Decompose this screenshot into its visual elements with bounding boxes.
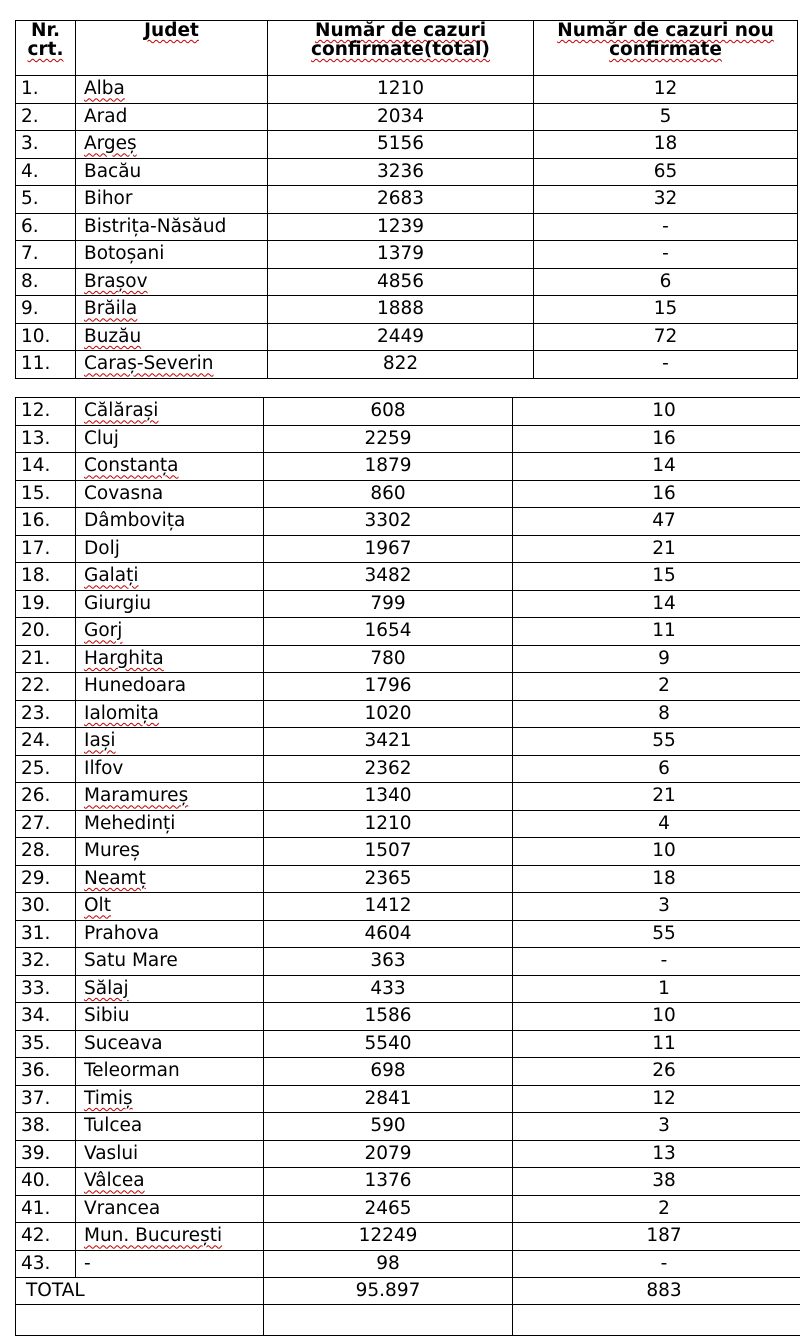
new-confirmed-cell: 3 <box>513 893 800 921</box>
county-name <box>76 1085 264 1113</box>
new-confirmed-cell: 26 <box>513 1058 800 1086</box>
new-confirmed-cell: 10 <box>513 838 800 866</box>
total-confirmed-cell: 1210 <box>268 76 534 104</box>
county-name <box>76 1223 264 1251</box>
county-name: Covasna <box>76 480 264 508</box>
table-row <box>16 783 800 811</box>
total-confirmed-cell: 1412 <box>264 893 513 921</box>
total-confirmed-cell: 433 <box>264 975 513 1003</box>
total-confirmed-cell: 4856 <box>268 268 534 296</box>
row-number: 31. <box>16 920 76 948</box>
row-number: 1. <box>16 76 76 104</box>
county-name <box>76 563 264 591</box>
row-number: 35. <box>16 1030 76 1058</box>
row-number: 37. <box>16 1085 76 1113</box>
county-name: Bacău <box>76 158 268 186</box>
total-confirmed-cell: 1020 <box>264 700 513 728</box>
spacer-cell <box>513 1305 800 1336</box>
row-number: 26. <box>16 783 76 811</box>
table-row <box>16 131 798 159</box>
row-number: 24. <box>16 728 76 756</box>
row-number: 25. <box>16 755 76 783</box>
table-row <box>16 700 800 728</box>
county-name: Mehedinți <box>76 810 264 838</box>
county-name: Dâmbovița <box>76 508 264 536</box>
county-name-text: Timiș <box>84 1088 133 1109</box>
new-confirmed-cell: 2 <box>513 1195 800 1223</box>
table-row <box>16 268 798 296</box>
new-confirmed-cell: 55 <box>513 728 800 756</box>
county-name-text: Gorj <box>84 620 122 641</box>
total-confirmed-cell: 822 <box>268 351 534 379</box>
total-row <box>16 1278 800 1305</box>
county-name <box>76 296 268 324</box>
county-name: Botoșani <box>76 241 268 269</box>
county-name-text: Alba <box>84 78 125 99</box>
table-row <box>16 480 800 508</box>
county-name <box>76 975 264 1003</box>
county-name <box>76 398 264 426</box>
new-confirmed-cell: 10 <box>513 1003 800 1031</box>
row-number: 40. <box>16 1168 76 1196</box>
total-confirmed-cell: 3482 <box>264 563 513 591</box>
total-confirmed-cell: 3302 <box>264 508 513 536</box>
row-number: 2. <box>16 103 76 131</box>
row-number: 27. <box>16 810 76 838</box>
table-row <box>16 508 800 536</box>
covid-cases-table-part-2 <box>15 397 800 1336</box>
table-row <box>16 1250 800 1278</box>
county-name <box>76 351 268 379</box>
row-number: 19. <box>16 590 76 618</box>
new-confirmed-cell: 6 <box>534 268 798 296</box>
total-confirmed-cell: 608 <box>264 398 513 426</box>
row-number: 34. <box>16 1003 76 1031</box>
table-row <box>16 296 798 324</box>
new-confirmed-cell: 6 <box>513 755 800 783</box>
new-confirmed-cell: - <box>513 948 800 976</box>
table-row <box>16 213 798 241</box>
total-confirmed-cell: 780 <box>264 645 513 673</box>
total-confirmed-cell: 3421 <box>264 728 513 756</box>
row-number: 6. <box>16 213 76 241</box>
row-number: 4. <box>16 158 76 186</box>
county-name-text: Olt <box>84 895 111 916</box>
new-confirmed-cell: 187 <box>513 1223 800 1251</box>
county-name-text: Mun. București <box>84 1225 222 1246</box>
total-confirmed-cell: 98 <box>264 1250 513 1278</box>
table-row <box>16 186 798 214</box>
new-confirmed-cell: 12 <box>513 1085 800 1113</box>
table-row <box>16 103 798 131</box>
table-row <box>16 453 800 481</box>
county-name <box>76 453 264 481</box>
table-row <box>16 76 798 104</box>
header-new-confirmed: Număr de cazuri nou confirmate <box>534 21 798 76</box>
new-confirmed-cell: 32 <box>534 186 798 214</box>
table-row <box>16 975 800 1003</box>
new-confirmed-cell: 1 <box>513 975 800 1003</box>
county-name: Teleorman <box>76 1058 264 1086</box>
county-name: Bihor <box>76 186 268 214</box>
table-row <box>16 351 798 379</box>
total-confirmed-cell: 1507 <box>264 838 513 866</box>
spacer-cell <box>264 1305 513 1336</box>
header-judet: Judet <box>76 21 268 76</box>
row-number: 33. <box>16 975 76 1003</box>
total-confirmed-cell: 799 <box>264 590 513 618</box>
total-confirmed-cell: 2362 <box>264 755 513 783</box>
row-number: 3. <box>16 131 76 159</box>
new-confirmed-cell: - <box>513 1250 800 1278</box>
table-row <box>16 728 800 756</box>
total-confirmed-cell: 2683 <box>268 186 534 214</box>
header-total-confirmed: Număr de cazuri confirmate(total) <box>268 21 534 76</box>
row-number: 30. <box>16 893 76 921</box>
row-number: 20. <box>16 618 76 646</box>
total-confirmed-cell: 1654 <box>264 618 513 646</box>
county-name <box>76 268 268 296</box>
county-name <box>76 865 264 893</box>
total-confirmed-cell: 698 <box>264 1058 513 1086</box>
county-name: Arad <box>76 103 268 131</box>
county-name-text: Harghita <box>84 648 164 669</box>
row-number: 39. <box>16 1140 76 1168</box>
table-row <box>16 645 800 673</box>
table-row <box>16 535 800 563</box>
total-confirmed-cell: 1888 <box>268 296 534 324</box>
new-confirmed-cell: 8 <box>513 700 800 728</box>
row-number: 36. <box>16 1058 76 1086</box>
row-number: 43. <box>16 1250 76 1278</box>
county-name <box>76 700 264 728</box>
total-confirmed-cell: 363 <box>264 948 513 976</box>
row-number: 18. <box>16 563 76 591</box>
new-confirmed-cell: 5 <box>534 103 798 131</box>
new-confirmed-cell: 2 <box>513 673 800 701</box>
table-row <box>16 1113 800 1141</box>
county-name: - <box>76 1250 264 1278</box>
county-name-text: Ialomița <box>84 703 159 724</box>
county-name: Dolj <box>76 535 264 563</box>
table-row <box>16 241 798 269</box>
row-number: 22. <box>16 673 76 701</box>
total-confirmed-cell: 2079 <box>264 1140 513 1168</box>
county-name <box>76 893 264 921</box>
total-confirmed-cell: 12249 <box>264 1223 513 1251</box>
row-number: 5. <box>16 186 76 214</box>
new-confirmed-cell: 3 <box>513 1113 800 1141</box>
total-confirmed-cell: 2449 <box>268 323 534 351</box>
total-confirmed-cell: 5156 <box>268 131 534 159</box>
table-row <box>16 1168 800 1196</box>
total-confirmed-cell: 2365 <box>264 865 513 893</box>
table-row <box>16 158 798 186</box>
row-number: 9. <box>16 296 76 324</box>
new-confirmed-cell: 4 <box>513 810 800 838</box>
new-confirmed-cell: 14 <box>513 453 800 481</box>
total-confirmed-cell: 1340 <box>264 783 513 811</box>
county-name-text: Vâlcea <box>84 1170 145 1191</box>
total-confirmed-cell: 1879 <box>264 453 513 481</box>
total-confirmed-cell: 1967 <box>264 535 513 563</box>
new-confirmed-cell: 16 <box>513 425 800 453</box>
table-row <box>16 1223 800 1251</box>
county-name: Hunedoara <box>76 673 264 701</box>
table-row <box>16 563 800 591</box>
county-name <box>76 76 268 104</box>
county-name: Ilfov <box>76 755 264 783</box>
county-name: Cluj <box>76 425 264 453</box>
total-confirmed-cell: 1210 <box>264 810 513 838</box>
county-name-text: Caraș-Severin <box>84 353 213 374</box>
table-row <box>16 1030 800 1058</box>
table-row <box>16 755 800 783</box>
new-confirmed-cell: 12 <box>534 76 798 104</box>
new-confirmed-cell: 15 <box>534 296 798 324</box>
table-header-row <box>16 21 798 76</box>
new-confirmed-cell: 55 <box>513 920 800 948</box>
county-name-text: Constanța <box>84 455 179 476</box>
table-row <box>16 1003 800 1031</box>
county-name <box>76 618 264 646</box>
county-name-text: Călărași <box>84 400 158 421</box>
total-confirmed-cell: 590 <box>264 1113 513 1141</box>
table-row <box>16 810 800 838</box>
new-confirmed-cell: 38 <box>513 1168 800 1196</box>
table-row <box>16 618 800 646</box>
county-name-text: Iași <box>84 730 116 751</box>
table-row <box>16 1085 800 1113</box>
county-name-text: Argeș <box>84 133 137 154</box>
new-confirmed-cell: 72 <box>534 323 798 351</box>
new-confirmed-cell: 65 <box>534 158 798 186</box>
new-confirmed-cell: 18 <box>513 865 800 893</box>
row-number: 17. <box>16 535 76 563</box>
county-name: Tulcea <box>76 1113 264 1141</box>
header-nr-crt: Nr. crt. <box>16 21 76 76</box>
table-row <box>16 893 800 921</box>
county-name: Vaslui <box>76 1140 264 1168</box>
row-number: 23. <box>16 700 76 728</box>
new-confirmed-cell: 9 <box>513 645 800 673</box>
county-name-text: Neamț <box>84 868 146 889</box>
new-confirmed-cell: 18 <box>534 131 798 159</box>
row-number: 14. <box>16 453 76 481</box>
county-name <box>76 323 268 351</box>
total-confirmed-cell: 1239 <box>268 213 534 241</box>
row-number: 7. <box>16 241 76 269</box>
row-number: 28. <box>16 838 76 866</box>
new-confirmed-cell: 16 <box>513 480 800 508</box>
total-confirmed-cell: 2465 <box>264 1195 513 1223</box>
row-number: 15. <box>16 480 76 508</box>
total-confirmed-cell: 860 <box>264 480 513 508</box>
county-name-text: Sălaj <box>84 978 129 999</box>
covid-cases-table-part-1 <box>15 20 798 379</box>
county-name: Bistrița-Năsăud <box>76 213 268 241</box>
new-confirmed-cell: 10 <box>513 398 800 426</box>
table-row <box>16 865 800 893</box>
county-name-text: Galați <box>84 565 139 586</box>
new-confirmed-cell: 47 <box>513 508 800 536</box>
new-confirmed-cell: 15 <box>513 563 800 591</box>
total-label: TOTAL <box>16 1278 264 1305</box>
total-confirmed-cell: 5540 <box>264 1030 513 1058</box>
new-confirmed-cell: 11 <box>513 1030 800 1058</box>
new-confirmed-cell: - <box>534 213 798 241</box>
county-name: Giurgiu <box>76 590 264 618</box>
county-name <box>76 783 264 811</box>
table-row <box>16 323 798 351</box>
row-number: 13. <box>16 425 76 453</box>
new-confirmed-cell: - <box>534 241 798 269</box>
table-row <box>16 948 800 976</box>
table-row <box>16 838 800 866</box>
total-confirmed-cell: 1796 <box>264 673 513 701</box>
row-number: 42. <box>16 1223 76 1251</box>
new-confirmed-cell: 13 <box>513 1140 800 1168</box>
row-number: 16. <box>16 508 76 536</box>
total-confirmed-cell: 1379 <box>268 241 534 269</box>
table-row <box>16 920 800 948</box>
new-confirmed-cell: 14 <box>513 590 800 618</box>
county-name: Mureș <box>76 838 264 866</box>
county-name: Satu Mare <box>76 948 264 976</box>
total-confirmed-cell: 1586 <box>264 1003 513 1031</box>
total-row-spacer <box>16 1305 800 1336</box>
new-confirmed-cell: 21 <box>513 783 800 811</box>
spacer-cell <box>16 1305 264 1336</box>
county-name-text: Buzău <box>84 326 141 347</box>
total-confirmed: 95.897 <box>264 1278 513 1305</box>
new-confirmed-cell: - <box>534 351 798 379</box>
total-confirmed-cell: 3236 <box>268 158 534 186</box>
county-name: Sibiu <box>76 1003 264 1031</box>
county-name-text: Brașov <box>84 271 148 292</box>
total-confirmed-cell: 2259 <box>264 425 513 453</box>
table-row <box>16 398 800 426</box>
total-confirmed-cell: 4604 <box>264 920 513 948</box>
row-number: 32. <box>16 948 76 976</box>
county-name <box>76 131 268 159</box>
table-row <box>16 1195 800 1223</box>
county-name <box>76 1168 264 1196</box>
total-confirmed-cell: 1376 <box>264 1168 513 1196</box>
county-name: Prahova <box>76 920 264 948</box>
row-number: 11. <box>16 351 76 379</box>
county-name-text: Brăila <box>84 298 137 319</box>
county-name: Vrancea <box>76 1195 264 1223</box>
county-name-text: Maramureș <box>84 785 188 806</box>
row-number: 21. <box>16 645 76 673</box>
row-number: 8. <box>16 268 76 296</box>
table-row <box>16 590 800 618</box>
total-confirmed-cell: 2841 <box>264 1085 513 1113</box>
table-row <box>16 1140 800 1168</box>
county-name <box>76 645 264 673</box>
county-name <box>76 728 264 756</box>
county-name: Suceava <box>76 1030 264 1058</box>
total-confirmed-cell: 2034 <box>268 103 534 131</box>
table-row <box>16 1058 800 1086</box>
table-row <box>16 425 800 453</box>
row-number: 29. <box>16 865 76 893</box>
row-number: 10. <box>16 323 76 351</box>
row-number: 12. <box>16 398 76 426</box>
total-new: 883 <box>513 1278 800 1305</box>
row-number: 38. <box>16 1113 76 1141</box>
new-confirmed-cell: 11 <box>513 618 800 646</box>
new-confirmed-cell: 21 <box>513 535 800 563</box>
table-row <box>16 673 800 701</box>
row-number: 41. <box>16 1195 76 1223</box>
